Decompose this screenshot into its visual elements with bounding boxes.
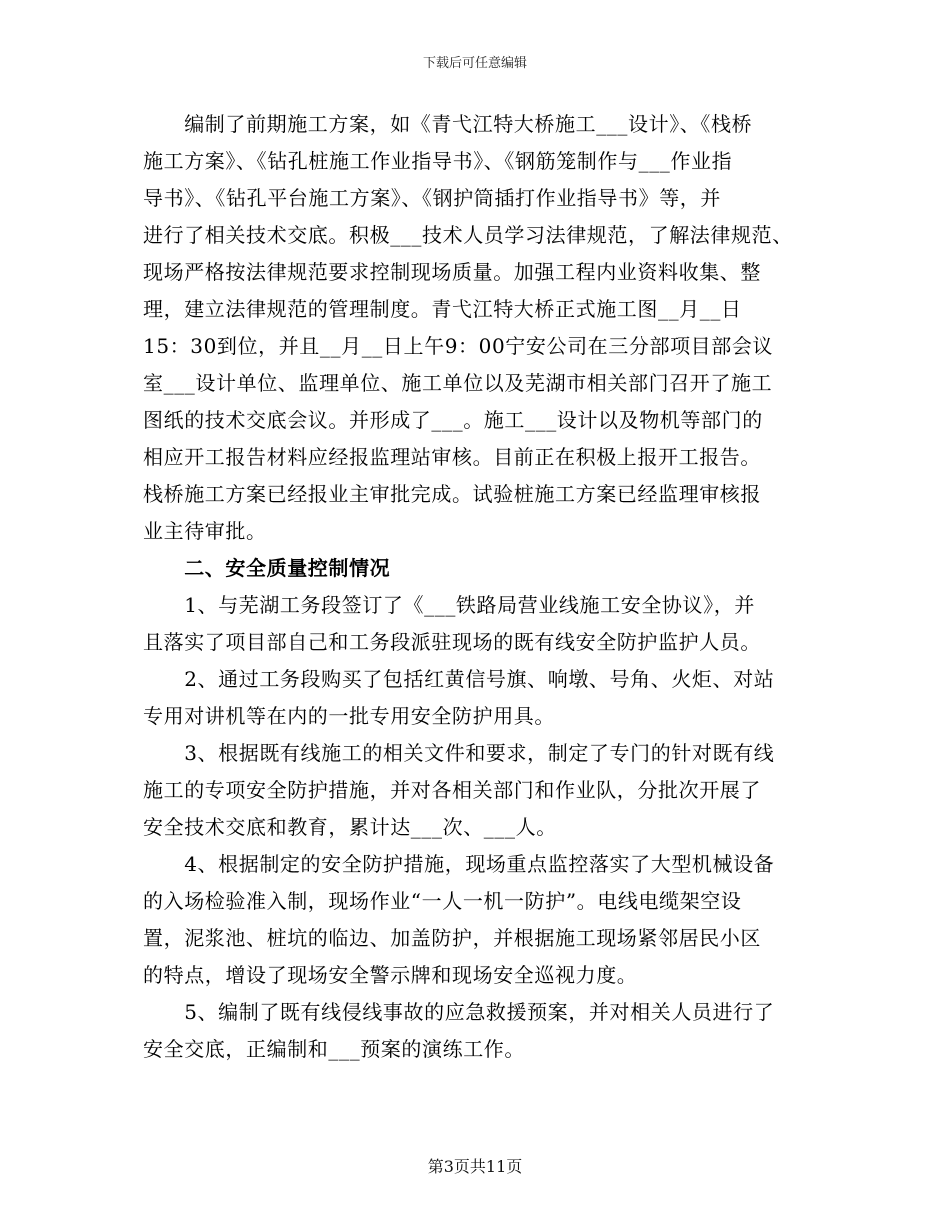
text-line: 置，泥浆池、桩坑的临边、加盖防护，并根据施工现场紧邻居民小区 [143,926,761,950]
text-line: 3、根据既有线施工的相关文件和要求，制定了专门的针对既有线 [143,741,775,765]
text-line: 室___设计单位、监理单位、施工单位以及芜湖市相关部门召开了施工 [143,371,773,395]
text-line: 相应开工报告材料应经报监理站审核。目前正在积极上报开工报告。 [143,445,761,469]
text-line: 专用对讲机等在内的一批专用安全防护用具。 [143,704,555,728]
text-line: 施工的专项安全防护措施，并对各相关部门和作业队，分批次开展了 [143,778,761,802]
text-line: 施工方案》、《钻孔桩施工作业指导书》、《钢筋笼制作与___作业指 [143,149,733,173]
text-line: 图纸的技术交底会议。并形成了___。施工___设计以及物机等部门的 [143,408,763,432]
section-heading: 二、安全质量控制情况 [143,556,391,580]
text-line: 栈桥施工方案已经报业主审批完成。试验桩施工方案已经监理审核报 [143,482,761,506]
text-line: 2、通过工务段购买了包括红黄信号旗、响墩、号角、火炬、对站 [143,667,775,691]
text-line: 1、与芜湖工务段签订了《___铁路局营业线施工安全协议》，并 [143,593,755,617]
text-line: 导书》、《钻孔平台施工方案》、《钢护筒插打作业指导书》等，并 [143,186,721,210]
text-line: 理，建立法律规范的管理制度。青弋江特大桥正式施工图__月__日 [143,297,742,321]
text-line: 5、编制了既有线侵线事故的应急救援预案，并对相关人员进行了 [143,1000,775,1024]
text-line: 的入场检验准入制，现场作业“一人一机一防护”。电线电缆架空设 [143,889,742,913]
page-footer: 第3页共11页 [427,1157,523,1176]
text-line: 15：30到位，并且__月__日上午9：00宁安公司在三分部项目部会议 [143,334,774,358]
text-line: 现场严格按法律规范要求控制现场质量。加强工程内业资料收集、整 [143,260,761,284]
text-line: 的特点，增设了现场安全警示牌和现场安全巡视力度。 [143,963,638,987]
page-header: 下载后可任意编辑 [422,56,527,71]
text-line: 安全技术交底和教育，累计达___次、___人。 [143,815,557,839]
text-line: 安全交底，正编制和___预案的演练工作。 [143,1037,525,1061]
text-line: 编制了前期施工方案，如《青弋江特大桥施工___设计》、《栈桥 [143,112,753,136]
text-line: 4、根据制定的安全防护措施，现场重点监控落实了大型机械设备 [143,852,775,876]
text-line: 进行了相关技术交底。积极___技术人员学习法律规范，了解法律规范、 [143,223,793,247]
document-body [143,106,815,1068]
text-line: 业主待审批。 [143,519,267,543]
text-line: 且落实了项目部自己和工务段派驻现场的既有线安全防护监护人员。 [143,630,761,654]
